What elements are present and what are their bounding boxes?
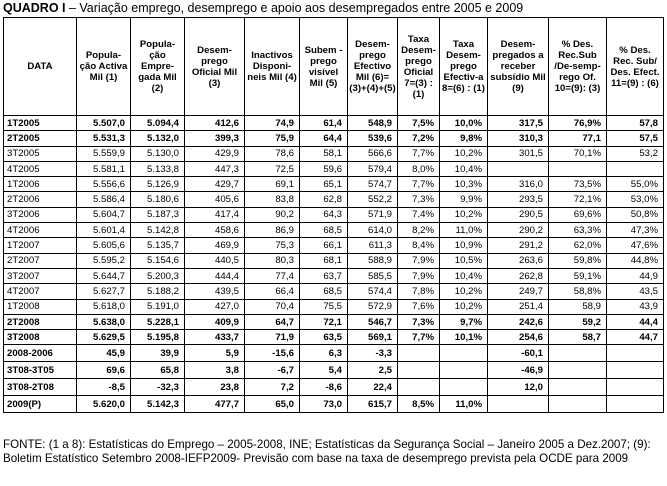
data-cell (607, 379, 664, 396)
data-cell: 447,3 (185, 161, 245, 176)
summary-row (4, 362, 664, 379)
data-cell: 10,4% (440, 161, 488, 176)
data-cell (440, 379, 488, 396)
data-cell: 69,6 (77, 362, 131, 379)
data-cell: 62,8 (300, 192, 348, 207)
table-title-lead: QUADRO I (3, 1, 66, 15)
row-label-cell: 3T2006 (4, 207, 77, 222)
table-row (4, 330, 664, 345)
data-cell: 68,5 (300, 223, 348, 238)
data-cell: 317,5 (488, 116, 549, 131)
column-header: Inactivos Disponi-neis Mil (4) (245, 18, 300, 116)
data-cell (549, 345, 607, 362)
data-cell: -3,3 (348, 345, 398, 362)
data-cell (549, 362, 607, 379)
data-cell: 5.595,2 (77, 253, 131, 268)
data-cell: 574,4 (348, 284, 398, 299)
data-cell: 55,0% (607, 177, 664, 192)
row-label-cell: 1T2006 (4, 177, 77, 192)
data-cell: 5.627,7 (77, 284, 131, 299)
data-cell: 405,6 (185, 192, 245, 207)
data-cell: 548,9 (348, 116, 398, 131)
data-cell: 293,5 (488, 192, 549, 207)
data-cell: 7,5% (398, 116, 440, 131)
row-label-cell: 4T2006 (4, 223, 77, 238)
data-cell: 61,4 (300, 116, 348, 131)
row-label-cell: 2T2007 (4, 253, 77, 268)
data-cell: 80,3 (245, 253, 300, 268)
data-cell: 458,6 (185, 223, 245, 238)
data-cell: 66,1 (300, 238, 348, 253)
data-cell: 65,8 (131, 362, 185, 379)
data-cell: 440,5 (185, 253, 245, 268)
table-title (3, 1, 523, 15)
data-cell: 75,5 (300, 299, 348, 314)
data-cell (549, 379, 607, 396)
data-cell: 10,2% (440, 299, 488, 314)
data-cell: 66,4 (245, 284, 300, 299)
table-row (4, 207, 664, 222)
data-cell (549, 161, 607, 176)
data-cell: 429,7 (185, 177, 245, 192)
data-cell: 251,4 (488, 299, 549, 314)
data-cell: 68,5 (300, 284, 348, 299)
data-cell: 73,5% (549, 177, 607, 192)
data-cell: 10,4% (440, 268, 488, 283)
data-cell: 5.132,0 (131, 131, 185, 146)
column-header: % Des. Rec. Sub/ Des. Efect. 11=(9) : (6) (607, 18, 664, 116)
data-cell: 86,9 (245, 223, 300, 238)
data-cell: 69,6% (549, 207, 607, 222)
data-cell: 76,9% (549, 116, 607, 131)
row-label-cell: 2T2008 (4, 314, 77, 329)
table-row (4, 299, 664, 314)
data-cell (398, 379, 440, 396)
data-cell: 59,8% (549, 253, 607, 268)
header-row (4, 18, 664, 116)
data-cell: 5.154,6 (131, 253, 185, 268)
data-cell: 59,2 (549, 314, 607, 329)
table-row (4, 223, 664, 238)
data-cell: 75,3 (245, 238, 300, 253)
data-cell: 7,2% (398, 131, 440, 146)
data-cell: 64,3 (300, 207, 348, 222)
data-cell: 5.644,7 (77, 268, 131, 283)
column-header: Taxa Desem-prego Oficial 7=(3) : (1) (398, 18, 440, 116)
column-header: Desem-prego Oficial Mil (3) (185, 18, 245, 116)
table-row (4, 268, 664, 283)
data-cell: 7,7% (398, 146, 440, 161)
table-title-text: – Variação emprego, desemprego e apoio aos desempregados entre 2005 e 2009 (65, 1, 524, 15)
data-cell: 5.200,3 (131, 268, 185, 283)
table-row (4, 192, 664, 207)
data-cell: 50,8% (607, 207, 664, 222)
data-cell: 5.586,4 (77, 192, 131, 207)
data-cell: 5.142,3 (131, 396, 185, 413)
data-cell: -6,7 (245, 362, 300, 379)
data-cell: 57,5 (607, 131, 664, 146)
data-cell: 5.638,0 (77, 314, 131, 329)
data-cell: 58,8% (549, 284, 607, 299)
data-cell (488, 161, 549, 176)
data-cell: 412,6 (185, 116, 245, 131)
data-cell: 77,4 (245, 268, 300, 283)
data-cell: 59,1% (549, 268, 607, 283)
data-cell: 39,9 (131, 345, 185, 362)
source-footnote: FONTE: (1 a 8): Estatísticas do Emprego – 2005-2008, INE; Estatísticas da Segurança Social – Janeiro 2005 a Dez.2007; (9): Boletim Estatístico Setembro 2008-IEFP2009- Previsão com base na taxa de desemprego prevista pela OCDE para 2009 (3, 438, 651, 465)
data-cell: 7,6% (398, 299, 440, 314)
data-cell: 47,6% (607, 238, 664, 253)
data-cell: 10,5% (440, 253, 488, 268)
data-cell: 5.130,0 (131, 146, 185, 161)
data-cell: 72,1% (549, 192, 607, 207)
data-cell: -8,5 (77, 379, 131, 396)
summary-row (4, 396, 664, 413)
data-cell: -60,1 (488, 345, 549, 362)
data-cell: 43,5 (607, 284, 664, 299)
data-cell: 58,7 (549, 330, 607, 345)
data-cell: 301,5 (488, 146, 549, 161)
data-cell: 53,2 (607, 146, 664, 161)
data-cell: 5.531,3 (77, 131, 131, 146)
data-cell: 5.620,0 (77, 396, 131, 413)
data-cell: 74,9 (245, 116, 300, 131)
row-label-cell: 3T2008 (4, 330, 77, 345)
data-cell: 5.180,6 (131, 192, 185, 207)
data-cell: 5.187,3 (131, 207, 185, 222)
data-cell (440, 345, 488, 362)
row-label-cell: 4T2007 (4, 284, 77, 299)
table-row (4, 238, 664, 253)
data-cell (488, 396, 549, 413)
data-cell (398, 345, 440, 362)
data-cell: 7,8% (398, 284, 440, 299)
data-cell: 10,0% (440, 116, 488, 131)
table-row (4, 131, 664, 146)
table-body (4, 116, 664, 413)
data-cell: 7,4% (398, 207, 440, 222)
data-cell: 70,1% (549, 146, 607, 161)
data-cell: 5.581,1 (77, 161, 131, 176)
data-cell: 7,3% (398, 314, 440, 329)
data-cell: 242,6 (488, 314, 549, 329)
data-cell: 539,6 (348, 131, 398, 146)
row-label-cell: 2008-2006 (4, 345, 77, 362)
data-cell: 10,2% (440, 284, 488, 299)
data-cell (607, 161, 664, 176)
data-cell (398, 362, 440, 379)
row-label-cell: 1T2007 (4, 238, 77, 253)
summary-row (4, 379, 664, 396)
data-cell: 566,6 (348, 146, 398, 161)
data-cell (607, 396, 664, 413)
data-cell (549, 396, 607, 413)
data-cell: 262,8 (488, 268, 549, 283)
data-cell: 574,7 (348, 177, 398, 192)
data-cell: 5.188,2 (131, 284, 185, 299)
data-cell: 44,4 (607, 314, 664, 329)
data-cell: 58,1 (300, 146, 348, 161)
row-label-cell: 2009(P) (4, 396, 77, 413)
data-cell: 291,2 (488, 238, 549, 253)
employment-data-table (3, 17, 664, 413)
data-cell: 5.559,9 (77, 146, 131, 161)
data-cell: 73,0 (300, 396, 348, 413)
column-header: Taxa Desem-prego Efectiv-a 8=(6) : (1) (440, 18, 488, 116)
data-cell: 409,9 (185, 314, 245, 329)
data-cell: 9,7% (440, 314, 488, 329)
data-cell: 10,1% (440, 330, 488, 345)
data-cell: 72,1 (300, 314, 348, 329)
data-cell: 44,8% (607, 253, 664, 268)
data-cell: 316,0 (488, 177, 549, 192)
data-cell: 5.629,5 (77, 330, 131, 345)
data-cell: 78,6 (245, 146, 300, 161)
data-cell: 588,9 (348, 253, 398, 268)
data-cell: 427,0 (185, 299, 245, 314)
data-cell: 10,2% (440, 207, 488, 222)
data-cell: 5.126,9 (131, 177, 185, 192)
data-cell: 444,4 (185, 268, 245, 283)
data-cell: 23,8 (185, 379, 245, 396)
data-cell: 58,9 (549, 299, 607, 314)
data-cell: 429,9 (185, 146, 245, 161)
row-label-cell: 4T2005 (4, 161, 77, 176)
data-cell: 7,3% (398, 192, 440, 207)
row-label-cell: 2T2006 (4, 192, 77, 207)
data-cell: 10,2% (440, 146, 488, 161)
data-cell: 263,6 (488, 253, 549, 268)
data-cell: 7,2 (245, 379, 300, 396)
data-cell: 44,7 (607, 330, 664, 345)
data-cell: 7,7% (398, 177, 440, 192)
data-cell: 5.507,0 (77, 116, 131, 131)
data-cell: 72,5 (245, 161, 300, 176)
data-cell: 417,4 (185, 207, 245, 222)
data-cell: 579,4 (348, 161, 398, 176)
data-cell: 8,4% (398, 238, 440, 253)
data-cell: 70,4 (245, 299, 300, 314)
data-cell: 43,9 (607, 299, 664, 314)
table-header (4, 18, 664, 116)
data-cell: 5.191,0 (131, 299, 185, 314)
data-cell: 75,9 (245, 131, 300, 146)
row-label-cell: 2T2005 (4, 131, 77, 146)
data-cell: 7,9% (398, 268, 440, 283)
table-row (4, 284, 664, 299)
data-cell: 254,6 (488, 330, 549, 345)
data-cell (607, 345, 664, 362)
data-cell: 5.135,7 (131, 238, 185, 253)
data-cell: 477,7 (185, 396, 245, 413)
table-row (4, 253, 664, 268)
data-cell (607, 362, 664, 379)
data-cell: 5.618,0 (77, 299, 131, 314)
data-cell: 11,0% (440, 396, 488, 413)
data-cell: 5.195,8 (131, 330, 185, 345)
column-header: DATA (4, 18, 77, 116)
summary-row (4, 345, 664, 362)
table-row (4, 146, 664, 161)
data-cell: 310,3 (488, 131, 549, 146)
data-cell (440, 362, 488, 379)
column-header: % Des. Rec.Sub /De-semp-rego Of. 10=(9): (3) (549, 18, 607, 116)
table-row (4, 177, 664, 192)
data-cell: 59,6 (300, 161, 348, 176)
data-cell: 8,5% (398, 396, 440, 413)
column-header: Desem-prego Efectivo Mil (6)=(3)+(4)+(5) (348, 18, 398, 116)
column-header: Subem - prego visível Mil (5) (300, 18, 348, 116)
data-cell: 290,5 (488, 207, 549, 222)
data-cell: 399,3 (185, 131, 245, 146)
data-cell: 552,2 (348, 192, 398, 207)
data-cell: 53,0% (607, 192, 664, 207)
data-cell: 5.094,4 (131, 116, 185, 131)
data-cell: 63,5 (300, 330, 348, 345)
data-cell: 5,4 (300, 362, 348, 379)
row-label-cell: 3T08-2T08 (4, 379, 77, 396)
column-header: Desem-pregados a receber subsídio Mil (9) (488, 18, 549, 116)
data-cell: 7,7% (398, 330, 440, 345)
data-cell: 5.556,6 (77, 177, 131, 192)
data-cell: 290,2 (488, 223, 549, 238)
data-cell: 469,9 (185, 238, 245, 253)
data-cell: 90,2 (245, 207, 300, 222)
data-cell: 3,8 (185, 362, 245, 379)
data-cell: 11,0% (440, 223, 488, 238)
data-cell: 8,2% (398, 223, 440, 238)
data-cell: 65,1 (300, 177, 348, 192)
table-row (4, 314, 664, 329)
data-cell: 12,0 (488, 379, 549, 396)
data-cell: 44,9 (607, 268, 664, 283)
data-cell: 2,5 (348, 362, 398, 379)
data-cell: 5.228,1 (131, 314, 185, 329)
data-cell: 7,9% (398, 253, 440, 268)
data-cell: 62,0% (549, 238, 607, 253)
data-cell: 5.142,8 (131, 223, 185, 238)
column-header: Popula-ção Empre-gada Mil (2) (131, 18, 185, 116)
data-cell: 585,5 (348, 268, 398, 283)
data-cell: 65,0 (245, 396, 300, 413)
data-cell: 83,8 (245, 192, 300, 207)
data-cell: -15,6 (245, 345, 300, 362)
data-cell: 77,1 (549, 131, 607, 146)
row-label-cell: 3T2007 (4, 268, 77, 283)
data-cell: 614,0 (348, 223, 398, 238)
data-cell: 9,8% (440, 131, 488, 146)
data-cell: 571,9 (348, 207, 398, 222)
row-label-cell: 3T08-3T05 (4, 362, 77, 379)
data-cell: 47,3% (607, 223, 664, 238)
data-cell: 5.133,8 (131, 161, 185, 176)
data-cell: 68,1 (300, 253, 348, 268)
row-label-cell: 1T2008 (4, 299, 77, 314)
data-cell: 45,9 (77, 345, 131, 362)
data-cell: 63,3% (549, 223, 607, 238)
data-cell: 546,7 (348, 314, 398, 329)
column-header: Popula-ção Activa Mil (1) (77, 18, 131, 116)
data-cell: 6,3 (300, 345, 348, 362)
data-cell: 71,9 (245, 330, 300, 345)
data-cell: 64,7 (245, 314, 300, 329)
data-cell: 8,0% (398, 161, 440, 176)
data-cell: 5.605,6 (77, 238, 131, 253)
data-cell: 57,8 (607, 116, 664, 131)
data-cell: 439,5 (185, 284, 245, 299)
data-cell: 5.604,7 (77, 207, 131, 222)
data-cell: 615,7 (348, 396, 398, 413)
data-cell: 69,1 (245, 177, 300, 192)
row-label-cell: 3T2005 (4, 146, 77, 161)
data-cell: 611,3 (348, 238, 398, 253)
data-cell: 10,9% (440, 238, 488, 253)
row-label-cell: 1T2005 (4, 116, 77, 131)
data-cell: 572,9 (348, 299, 398, 314)
data-cell: 433,7 (185, 330, 245, 345)
data-cell: 63,7 (300, 268, 348, 283)
data-cell: 64,4 (300, 131, 348, 146)
table-row (4, 116, 664, 131)
data-cell: 569,1 (348, 330, 398, 345)
data-cell: 5,9 (185, 345, 245, 362)
data-cell: -46,9 (488, 362, 549, 379)
data-cell: 10,3% (440, 177, 488, 192)
data-cell: -32,3 (131, 379, 185, 396)
table-row (4, 161, 664, 176)
data-cell: 9,9% (440, 192, 488, 207)
data-cell: 22,4 (348, 379, 398, 396)
data-cell: -8,6 (300, 379, 348, 396)
data-cell: 249,7 (488, 284, 549, 299)
data-cell: 5.601,4 (77, 223, 131, 238)
